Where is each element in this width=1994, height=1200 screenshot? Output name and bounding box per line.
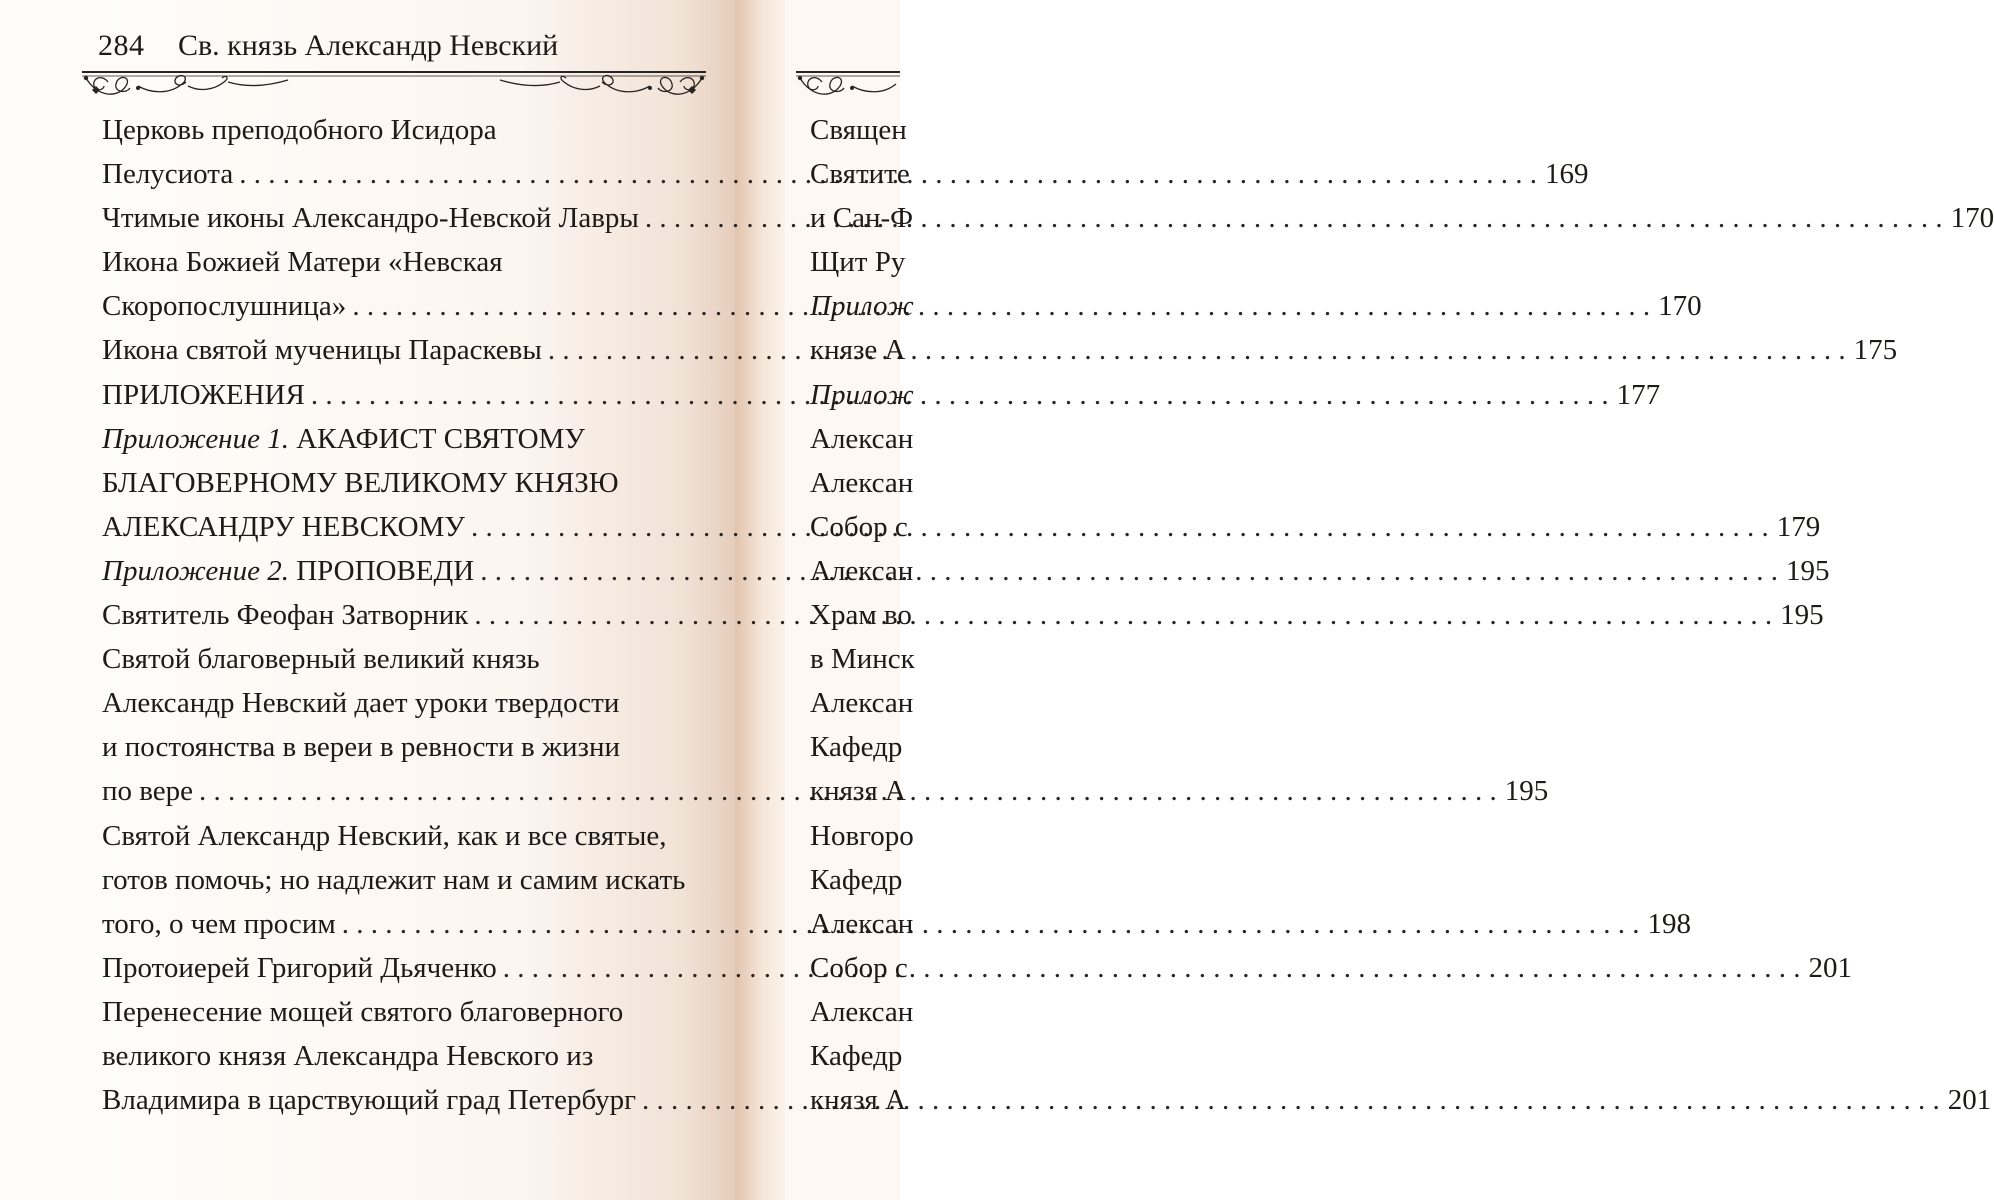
toc-entry-text — [102, 108, 497, 152]
facing-page-line: Алексан — [810, 422, 914, 455]
facing-page-line: Священ — [810, 114, 907, 146]
toc-entry-text — [102, 725, 620, 769]
dot-leader — [346, 284, 1650, 328]
toc-page-number: 170 — [1950, 202, 1994, 235]
toc-entry — [102, 637, 684, 681]
page-header — [98, 28, 558, 64]
entry-title: ПРИЛОЖЕНИЯ — [102, 378, 305, 411]
facing-page-line: Щит Ру — [810, 246, 906, 279]
facing-page-line: князя А — [810, 775, 906, 808]
facing-page-line: Кафедр — [810, 1039, 903, 1072]
dot-leader — [305, 373, 1609, 417]
facing-page-text — [810, 108, 915, 1122]
toc-page-number: 170 — [1658, 290, 1702, 323]
toc-page-number: 179 — [1776, 510, 1821, 543]
ornamental-divider-icon — [78, 64, 710, 104]
toc-entry-text — [102, 946, 497, 990]
facing-page-line: князе А — [810, 334, 906, 367]
toc-page-number: 195 — [1786, 554, 1830, 587]
facing-page-line: Прилож — [810, 378, 914, 411]
facing-page-line: Собор с — [810, 951, 908, 984]
toc-entry-text — [102, 461, 619, 505]
toc-entry-text — [102, 902, 336, 946]
toc-entry — [102, 240, 684, 284]
toc-entry-text — [102, 417, 585, 461]
toc-entry — [102, 461, 684, 505]
toc-entry — [102, 858, 684, 902]
entry-title: по вере — [102, 775, 194, 808]
page-number: 284 — [98, 29, 145, 62]
toc-entry-text — [102, 373, 305, 417]
toc-entry-text — [102, 814, 666, 858]
entry-title: Пелусиота — [102, 158, 234, 191]
dot-leader — [468, 593, 1772, 637]
ornamental-divider-right-icon — [792, 64, 900, 104]
entry-title: того, о чем просим — [102, 907, 336, 940]
dot-leader — [497, 946, 1801, 990]
entry-title: Александр Невский дает уроки твердости — [102, 687, 620, 720]
entry-title: АЛЕКСАНДРУ НЕВСКОМУ — [102, 510, 465, 543]
toc-entry-text — [102, 858, 685, 902]
entry-title: готов помочь; но надлежит нам и самим искать — [102, 863, 686, 896]
entry-title: Церковь преподобного Исидора — [102, 114, 497, 146]
facing-page-line: Алексан — [810, 907, 914, 940]
entry-title: Перенесение мощей святого благоверного — [102, 995, 624, 1028]
appendix-label: Приложение 2. — [102, 554, 289, 587]
entry-title: и постоянства в вереи в ревности в жизни — [102, 731, 620, 764]
toc-page-number: 198 — [1647, 907, 1692, 940]
facing-page-line: в Минск — [810, 643, 915, 676]
facing-page-line: и Сан-Ф — [810, 202, 914, 235]
facing-page-line: Прилож — [810, 290, 914, 323]
entry-title: ПРОПОВЕДИ — [288, 554, 475, 587]
toc-entry-text — [102, 505, 465, 549]
toc-entry-text — [102, 593, 468, 637]
toc-entry — [102, 990, 684, 1034]
facing-page-line: Алексан — [810, 466, 914, 499]
facing-page-line: Алексан — [810, 995, 914, 1028]
entry-title: БЛАГОВЕРНОМУ ВЕЛИКОМУ КНЯЗЮ — [102, 466, 619, 499]
toc-entry-text — [102, 328, 542, 372]
dot-leader — [336, 902, 1640, 946]
toc-entry — [102, 1034, 684, 1078]
facing-page-line: Собор с — [810, 510, 908, 543]
entry-title: Святитель Феофан Затворник — [102, 599, 469, 632]
facing-page-line: Храм во — [810, 599, 912, 632]
toc-entry — [102, 725, 684, 769]
facing-page-line: Новгоро — [810, 819, 914, 852]
entry-title: Чтимые иконы Александро-Невской Лавры — [102, 202, 639, 235]
running-title: Св. князь Александр Невский — [178, 29, 559, 62]
facing-page-line: Алексан — [810, 554, 914, 587]
toc-page-number: 177 — [1616, 378, 1661, 411]
toc-entry-text — [102, 284, 346, 328]
toc-entry-text — [102, 196, 639, 240]
toc-entry — [102, 373, 1661, 417]
dot-leader — [474, 549, 1778, 593]
entry-title: Протоиерей Григорий Дьяченко — [102, 951, 497, 984]
toc-entry-text — [102, 769, 193, 813]
toc-page-number: 195 — [1780, 599, 1824, 632]
entry-title: великого князя Александра Невского из — [102, 1039, 594, 1072]
toc-entry-text — [102, 681, 619, 725]
entry-title: Святой благоверный великий князь — [102, 643, 540, 676]
toc-entry-text — [102, 637, 540, 681]
toc-page-number: 169 — [1544, 158, 1589, 191]
toc-entry — [102, 681, 684, 725]
facing-page-line: Кафедр — [810, 731, 903, 764]
entry-title: Святой Александр Невский, как и все святые, — [102, 819, 667, 852]
facing-page-line: Кафедр — [810, 863, 903, 896]
toc-entry-text — [102, 152, 233, 196]
toc-entry-text — [102, 240, 503, 284]
entry-title: Икона Божией Матери «Невская — [102, 246, 503, 279]
toc-page-number: 201 — [1947, 1084, 1992, 1117]
entry-title: АКАФИСТ СВЯТОМУ — [288, 422, 585, 455]
facing-page-line: Святите — [810, 158, 910, 191]
entry-title: Владимира в царствующий град Петербург — [102, 1084, 636, 1117]
toc-entry-text — [102, 549, 474, 593]
facing-page-line: Алексан — [810, 687, 914, 720]
toc-entry-text — [102, 1078, 636, 1122]
appendix-label: Приложение 1. — [102, 422, 289, 455]
dot-leader — [465, 505, 1769, 549]
toc-entry-text — [102, 1034, 593, 1078]
toc-entry-text — [102, 990, 623, 1034]
toc-entry — [102, 108, 684, 152]
toc-page-number: 201 — [1808, 951, 1852, 984]
facing-page-line: князя А — [810, 1084, 906, 1117]
dot-leader — [542, 328, 1846, 372]
toc-page-number: 195 — [1504, 775, 1549, 808]
entry-title: Икона святой мученицы Параскевы — [102, 334, 542, 367]
toc-entry — [102, 417, 684, 461]
entry-title: Скоропослушница» — [102, 290, 347, 323]
toc-page-number: 175 — [1853, 334, 1898, 367]
toc-entry — [102, 814, 684, 858]
